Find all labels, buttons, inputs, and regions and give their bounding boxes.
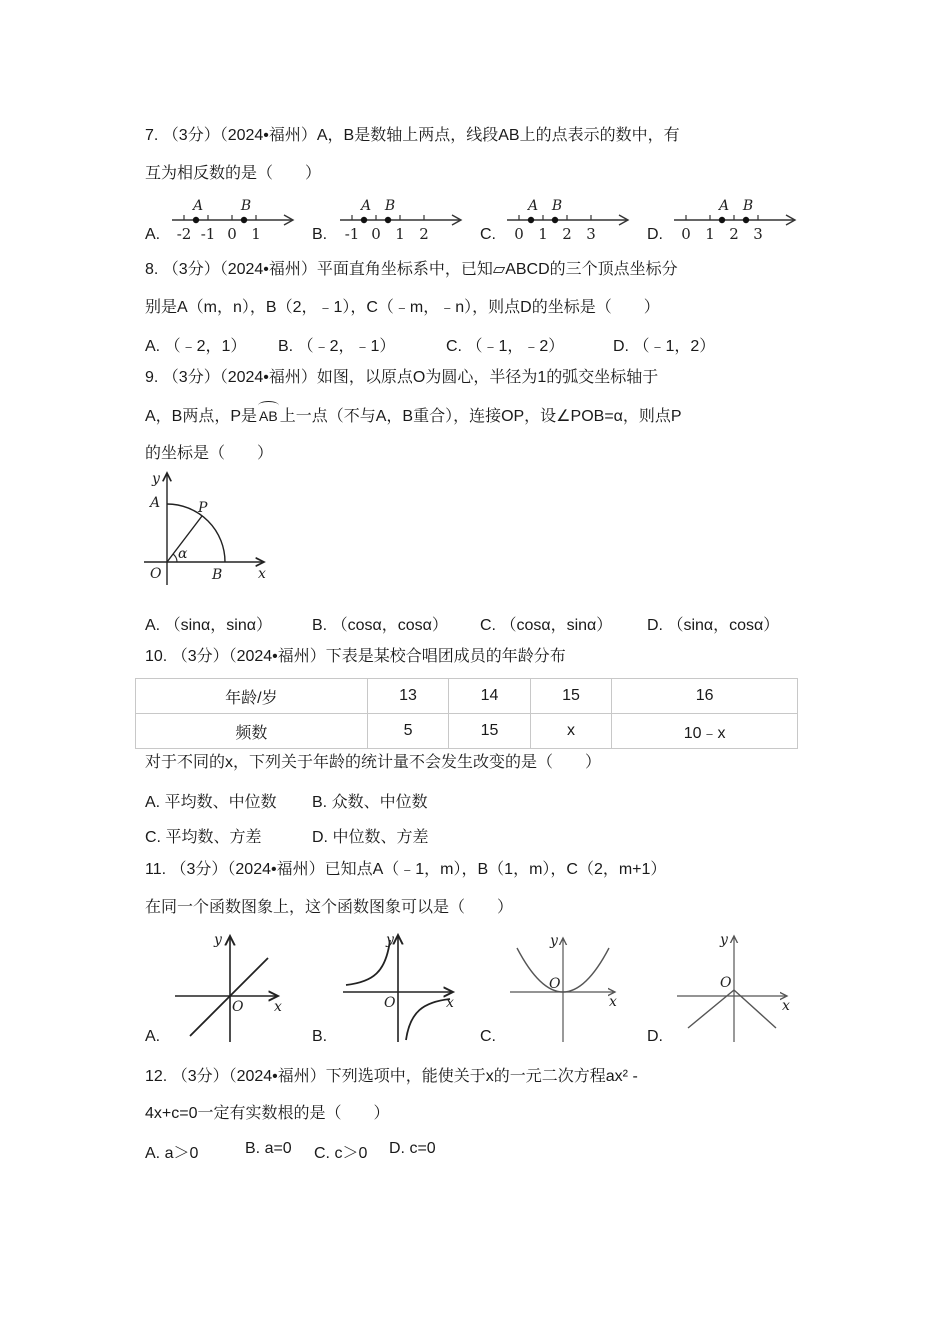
- q11-option-c-label: C.: [480, 1028, 496, 1045]
- numberline-point: [552, 217, 558, 223]
- table-cell: 5: [367, 714, 449, 749]
- table-cell: 10﹣x: [612, 714, 798, 749]
- q12-option-c: C. c＞0: [314, 1145, 368, 1162]
- q9-label-x: x: [258, 566, 266, 582]
- q10-stem-line1: 10. （3分）（2024•福州）下表是某校合唱团成员的年龄分布: [145, 648, 566, 665]
- q8-stem-line2: 别是A（m，n），B（2，﹣1），C（﹣m，﹣n），则点D的坐标是（ ）: [145, 299, 660, 316]
- graph-label-x: x: [274, 999, 282, 1015]
- q7-option-c-label: C.: [480, 226, 496, 243]
- q8-option-c: C. （﹣1，﹣2）: [446, 338, 565, 355]
- q12-option-a: A. a＞0: [145, 1145, 199, 1162]
- numberline-tick-label: 0: [681, 225, 691, 243]
- q7-stem-line2: 互为相反数的是（ ）: [145, 165, 322, 182]
- q7-option-d-label: D.: [647, 226, 663, 243]
- q7-numberline-c: [505, 196, 635, 242]
- q9-stem-line2-pre: A，B两点，P是: [145, 408, 258, 425]
- table-row: [136, 714, 798, 749]
- q8-option-b: B. （﹣2，﹣1）: [278, 338, 396, 355]
- numberline-point: [743, 217, 749, 223]
- q11-option-b-label: B.: [312, 1028, 328, 1045]
- q10-stem-line2: 对于不同的x，下列关于年龄的统计量不会发生改变的是（ ）: [145, 754, 602, 771]
- table-header-label: 年龄/岁: [136, 679, 368, 714]
- numberline-tick-label: -1: [344, 225, 360, 243]
- q7-stem-line1: 7. （3分）（2024•福州）A，B是数轴上两点，线段AB上的点表示的数中，有: [145, 127, 680, 144]
- numberline-point-label: B: [384, 198, 396, 214]
- graph-label-o: O: [384, 995, 396, 1011]
- table-row: [136, 679, 798, 714]
- q8-stem-line1: 8. （3分）（2024•福州）平面直角坐标系中，已知▱ABCD的三个顶点坐标分: [145, 261, 678, 278]
- q11-option-d-label: D.: [647, 1028, 663, 1045]
- table-header-cell: 16: [612, 679, 798, 714]
- numberline-tick-label: 0: [227, 225, 237, 243]
- numberline-tick-label: 2: [419, 225, 429, 243]
- table-header-cell: 15: [530, 679, 612, 714]
- q11-option-a-label: A.: [145, 1028, 161, 1045]
- q10-age-table: [135, 678, 798, 749]
- q11-graph-d-inverted-v: [672, 930, 797, 1045]
- q11-graph-c-parabola: [505, 930, 625, 1045]
- numberline-point-label: B: [551, 198, 563, 214]
- function-curve: [190, 958, 268, 1036]
- q9-stem-line1: 9. （3分）（2024•福州）如图，以原点O为圆心，半径为1的弧交坐标轴于: [145, 369, 659, 386]
- numberline-tick-label: 1: [251, 225, 261, 243]
- graph-label-x: x: [446, 995, 454, 1011]
- numberline-point: [719, 217, 725, 223]
- numberline-tick-label: 0: [371, 225, 381, 243]
- q9-stem-line3: 的坐标是（ ）: [145, 445, 274, 462]
- table-header-cell: 13: [367, 679, 449, 714]
- q9-angle-mark: [173, 554, 177, 562]
- q7-option-b-label: B.: [312, 226, 328, 243]
- graph-label-o: O: [720, 975, 732, 991]
- q9-arc-ab: [167, 504, 225, 562]
- q9-label-o: O: [150, 566, 162, 582]
- q8-option-d: D. （﹣1，2）: [613, 338, 716, 355]
- numberline-point-label: B: [240, 198, 252, 214]
- table-cell: 15: [449, 714, 531, 749]
- q7-numberline-d: [672, 196, 802, 242]
- graph-label-y: y: [386, 932, 394, 948]
- function-curve: [406, 999, 450, 1040]
- graph-label-o: O: [549, 976, 561, 992]
- q9-label-b: B: [212, 567, 223, 583]
- numberline-tick-label: 1: [705, 225, 715, 243]
- q7-numberline-a: [170, 196, 300, 242]
- graph-label-y: y: [720, 932, 728, 948]
- q9-figure-quarter-circle: [140, 465, 280, 590]
- arc-ab-symbol: AB: [259, 408, 278, 424]
- numberline-point: [241, 217, 247, 223]
- q7-option-a-label: A.: [145, 226, 161, 243]
- q12-option-d: D. c=0: [389, 1140, 436, 1157]
- numberline-tick-label: 2: [729, 225, 739, 243]
- q12-stem-line1: 12. （3分）（2024•福州）下列选项中，能使关于x的一元二次方程ax² -: [145, 1068, 638, 1085]
- q9-option-a: A. （sinα，sinα）: [145, 617, 272, 634]
- q9-option-b: B. （cosα，cosα）: [312, 617, 448, 634]
- q11-stem-line1: 11. （3分）（2024•福州）已知点A（﹣1，m），B（1，m），C（2，m+1）: [145, 861, 667, 878]
- numberline-point: [385, 217, 391, 223]
- q9-label-a: A: [150, 495, 161, 511]
- q8-option-a: A. （﹣2，1）: [145, 338, 247, 355]
- numberline-tick-label: -1: [200, 225, 216, 243]
- graph-label-y: y: [214, 932, 222, 948]
- numberline-tick-label: 2: [562, 225, 572, 243]
- numberline-tick-label: 3: [586, 225, 596, 243]
- q9-stem-line2: [145, 406, 682, 427]
- q10-option-b: B. 众数、中位数: [312, 794, 428, 811]
- table-row-label: 频数: [136, 714, 368, 749]
- graph-label-o: O: [232, 999, 244, 1015]
- numberline-point: [361, 217, 367, 223]
- numberline-tick-label: 0: [514, 225, 524, 243]
- q9-option-c: C. （cosα，sinα）: [480, 617, 613, 634]
- table-header-cell: 14: [449, 679, 531, 714]
- q11-graph-b-hyperbola: [338, 930, 463, 1045]
- graph-label-x: x: [609, 994, 617, 1010]
- numberline-tick-label: 1: [395, 225, 405, 243]
- q12-stem-line2: 4x+c=0一定有实数根的是（ ）: [145, 1105, 390, 1122]
- graph-label-y: y: [550, 933, 558, 949]
- q9-stem-line2-post: 上一点（不与A，B重合），连接OP，设∠POB=α，则点P: [279, 408, 682, 425]
- q9-label-p: P: [198, 500, 208, 516]
- numberline-point-label: B: [742, 198, 754, 214]
- q9-label-alpha: α: [178, 546, 188, 562]
- numberline-point: [528, 217, 534, 223]
- graph-label-x: x: [782, 998, 790, 1014]
- numberline-point-label: A: [718, 198, 730, 214]
- q7-numberline-b: [338, 196, 468, 242]
- table-cell: x: [530, 714, 612, 749]
- q11-stem-line2: 在同一个函数图象上，这个函数图象可以是（ ）: [145, 899, 514, 916]
- q9-label-y: y: [152, 471, 160, 487]
- numberline-tick-label: 1: [538, 225, 548, 243]
- numberline-tick-label: -2: [176, 225, 192, 243]
- q10-option-a: A. 平均数、中位数: [145, 794, 277, 811]
- q12-option-b: B. a=0: [245, 1140, 292, 1157]
- numberline-point: [193, 217, 199, 223]
- numberline-point-label: A: [192, 198, 204, 214]
- q11-graph-a-line: [170, 930, 290, 1045]
- function-curve: [346, 940, 390, 985]
- q10-option-c: C. 平均数、方差: [145, 829, 262, 846]
- numberline-tick-label: 3: [753, 225, 763, 243]
- numberline-point-label: A: [527, 198, 539, 214]
- numberline-point-label: A: [360, 198, 372, 214]
- q9-option-d: D. （sinα，cosα）: [647, 617, 780, 634]
- q10-option-d: D. 中位数、方差: [312, 829, 429, 846]
